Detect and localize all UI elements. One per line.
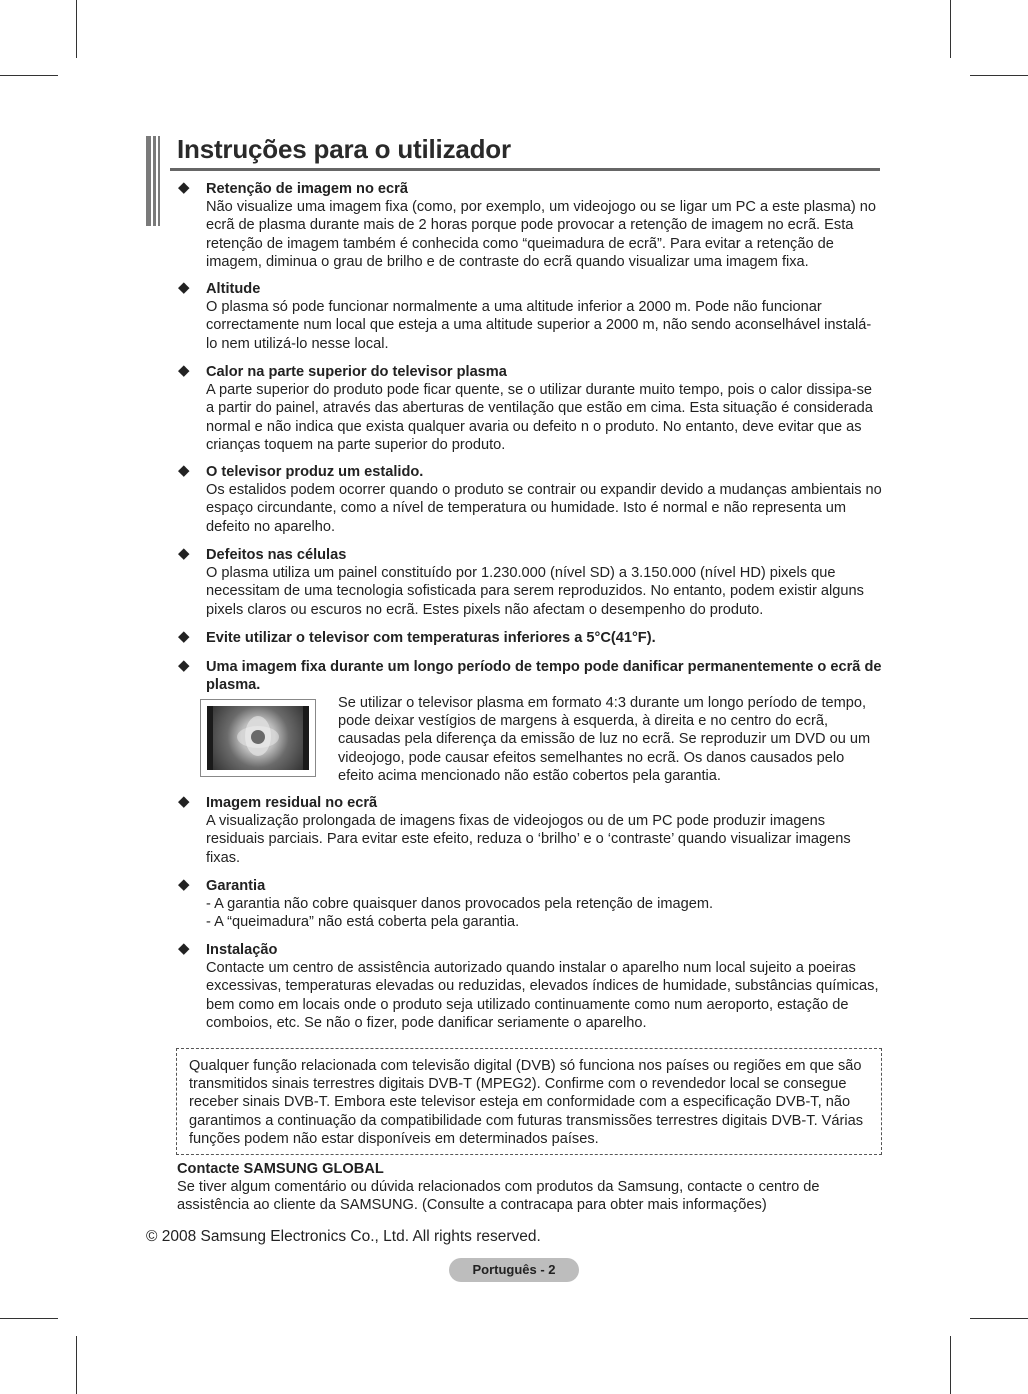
dvb-notice-box — [176, 1048, 882, 1155]
diamond-bullet-icon: ◆ — [178, 362, 190, 379]
item-cell-defects — [178, 546, 882, 619]
crop-mark — [950, 0, 951, 58]
dvb-notice-text: Qualquer função relacionada com televisão digital (DVB) só funciona nos países ou regiões em que são transmitidos sinais terrestres digitais DVB-T (MPEG2). Confirme com o revendedor local se consegue receber sinais DVB-T. Embora este televisor esteja em conformidade com a especificação DVB-T, não garantimos a continuação da compatibilidade com futuras transmissões terrestres digitais DVB-T. Várias funções podem não estar disponíveis em determinados países. — [189, 1058, 864, 1147]
item-text: A visualização prolongada de imagens fixas de videojogos ou de um PC pode produzir imagens residuais parciais. Para evitar este efeito, reduza o ‘brilho’ e o ‘contraste’ quando visualizar imagens fixas. — [206, 813, 851, 866]
contact-section — [177, 1160, 877, 1215]
diamond-bullet-icon: ◆ — [178, 940, 190, 957]
contact-title: Contacte SAMSUNG GLOBAL — [177, 1161, 384, 1177]
item-cracking-sound — [178, 463, 882, 536]
item-still-image — [178, 658, 882, 694]
item-title: Altitude — [206, 281, 261, 297]
copyright-text: © 2008 Samsung Electronics Co., Ltd. All rights reserved. — [146, 1228, 541, 1245]
crop-mark — [970, 75, 1028, 76]
item-text: O plasma só pode funcionar normalmente a uma altitude inferior a 2000 m. Pode não funcionar correctamente num local que esteja a uma altitude superior a 2000 m, não sendo aconselhável instalá-lo nem utilizá-lo nesse local. — [206, 299, 872, 352]
item-temperature — [178, 629, 882, 647]
item-warranty — [178, 877, 882, 932]
contact-text: Se tiver algum comentário ou dúvida relacionados com produtos da Samsung, contacte o centro de assistência ao cliente da SAMSUNG. (Consulte a contracapa para obter mais informações) — [177, 1179, 820, 1214]
page-title: Instruções para o utilizador — [177, 134, 511, 164]
item-title: Defeitos nas células — [206, 547, 347, 563]
item-title: Uma imagem fixa durante um longo período de tempo pode danificar permanentemente o ecrã de plasma. — [206, 659, 882, 694]
crop-mark — [970, 1318, 1028, 1319]
diamond-bullet-icon: ◆ — [178, 545, 190, 562]
item-installation — [178, 941, 882, 1032]
item-text: Contacte um centro de assistência autorizado quando instalar o aparelho num local sujeito a poeiras excessivas, temperaturas elevadas ou reduzidas, elevados índices de humidade, substâncias químicas, bem como em locais onde o produto seja utilizado continuamente como num aeroporto, estação de comboios, etc. Se não o fizer, pode danificar seriamente o aparelho. — [206, 960, 879, 1031]
diamond-bullet-icon: ◆ — [178, 628, 190, 645]
crop-mark — [76, 1336, 77, 1394]
crop-mark — [76, 0, 77, 58]
item-title: O televisor produz um estalido. — [206, 464, 424, 480]
still-image-text: Se utilizar o televisor plasma em formato 4:3 durante um longo período de tempo, pode deixar vestígios de margens à esquerda, à direita e no centro do ecrã, causadas pela diferença da emissão de luz no ecrã. Se reproduzir um DVD ou um videojogo, pode causar efeitos semelhantes no ecrã. Os danos causados pelo efeito acima mencionado não estão cobertos pela garantia. — [338, 695, 871, 784]
item-title: Evite utilizar o televisor com temperaturas inferiores a 5°C(41°F). — [206, 630, 656, 646]
still-image-example-picture — [200, 699, 316, 777]
item-residual-image — [178, 794, 882, 867]
item-title: Imagem residual no ecrã — [206, 795, 378, 811]
diamond-bullet-icon: ◆ — [178, 657, 190, 674]
item-text: Não visualize uma imagem fixa (como, por exemplo, um videojogo ou se ligar um PC a este plasma) no ecrã de plasma durante mais de 2 horas porque pode provocar a retenção de imagem no ecrã. Esta retenção de imagem também é conhecida como “queimadura de ecrã”. Para evitar a retenção de imagem, diminua o grau de brilho e de contraste do ecrã quando visualizar uma imagem fixa. — [206, 199, 876, 270]
crop-mark — [950, 1336, 951, 1394]
item-title: Garantia — [206, 878, 266, 894]
diamond-bullet-icon: ◆ — [178, 179, 190, 196]
diamond-bullet-icon: ◆ — [178, 876, 190, 893]
crop-mark — [0, 75, 58, 76]
warranty-line: - A garantia não cobre quaisquer danos provocados pela retenção de imagem. — [206, 896, 714, 913]
item-title: Retenção de imagem no ecrã — [206, 181, 408, 197]
item-title: Calor na parte superior do televisor plasma — [206, 364, 507, 380]
page-number-badge: Português - 2 — [449, 1258, 579, 1282]
crop-mark — [0, 1318, 58, 1319]
item-text: O plasma utiliza um painel constituído por 1.230.000 (nível SD) a 3.150.000 (nível HD) pixels que necessitam de uma tecnologia sofisticada para serem reproduzidos. No entanto, podem existir alguns pixels claros ou escuros no ecrã. Estes pixels não afectam o desempenho do produto. — [206, 565, 864, 618]
diamond-bullet-icon: ◆ — [178, 279, 190, 296]
item-text: Os estalidos podem ocorrer quando o produto se contrair ou expandir devido a mudanças ambientais no espaço circundante, como a nível de temperatura ou humidade. Isto é normal e não representa um defeito no aparelho. — [206, 482, 882, 535]
diamond-bullet-icon: ◆ — [178, 462, 190, 479]
item-text: A parte superior do produto pode ficar quente, se o utilizar durante muito tempo, pois o calor dissipa-se a partir do painel, através das aberturas de ventilação que estão em cima. Esta situação é considerada normal e não indica que exista qualquer avaria ou defeito n o produto. No entanto, deve evitar que as crianças toquem na parte superior do produto. — [206, 382, 873, 453]
item-altitude — [178, 280, 882, 353]
item-heat — [178, 363, 882, 454]
title-underline — [170, 168, 880, 171]
item-title: Instalação — [206, 942, 278, 958]
diamond-bullet-icon: ◆ — [178, 793, 190, 810]
warranty-line: - A “queimadura” não está coberta pela garantia. — [206, 914, 520, 931]
item-image-retention — [178, 180, 882, 271]
